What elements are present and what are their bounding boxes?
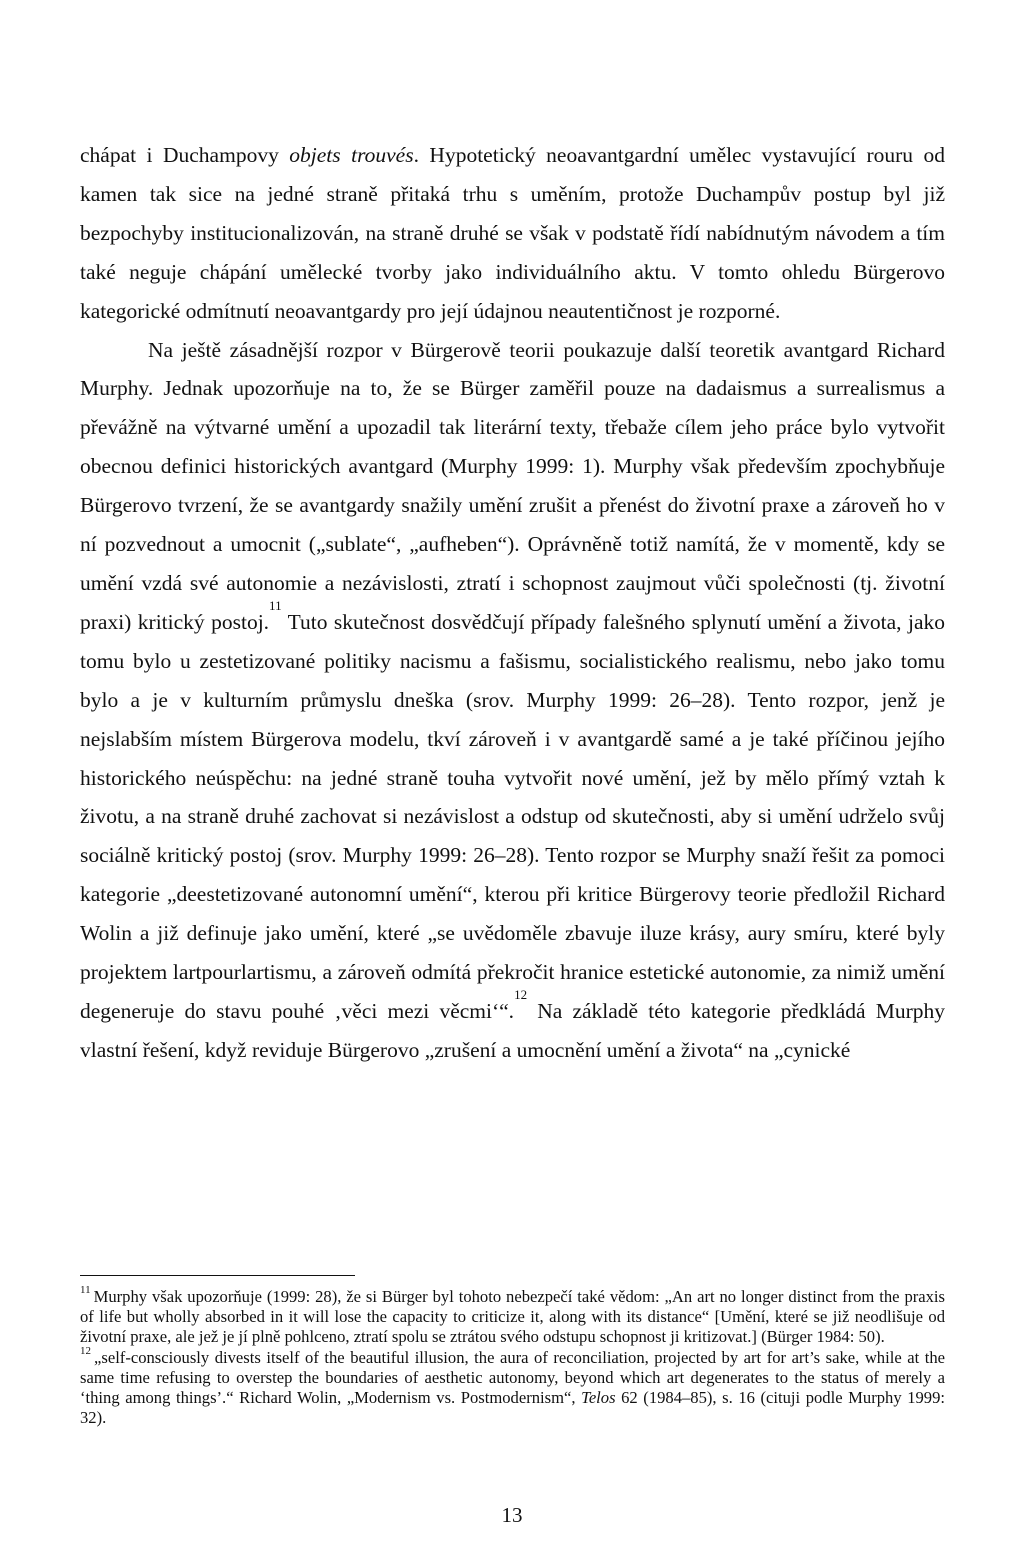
footnote-12 bbox=[80, 1344, 945, 1429]
footnote-reference: 12 bbox=[514, 986, 528, 1002]
footnotes bbox=[80, 1284, 945, 1428]
footnote-number: 11 bbox=[80, 1284, 91, 1296]
footnote-number: 12 bbox=[80, 1344, 91, 1357]
text-run: Na základě této kategorie předkládá Murphy vlastní řešení, když reviduje Bürgerovo „zrušení a umocnění umění a života“ na „cynické bbox=[80, 998, 945, 1062]
footnote-reference: 11 bbox=[269, 597, 282, 613]
footnote-text-italic: Telos bbox=[581, 1388, 616, 1408]
page-number: 13 bbox=[501, 1503, 523, 1527]
text-run: Tuto skutečnost dosvědčují případy falešného splynutí umění a života, jako tomu bylo u zestetizované politiky nacismu a fašismu, socialistického realismu, nebo jako tomu bylo a je v kulturním průmyslu dneška (srov. Murphy 1999: 26–28). Tento rozpor, jenž je nejslabším místem Bürgerova modelu, tkví zároveň i v avantgardě samé a je také příčinou jejího historického neúspěchu: na jedné straně touha vytvořit nové umění, jež by mělo přímý vztah k životu, a na straně druhé zachovat si nezávislost a odstup od skutečnosti, aby si umění udrželo svůj sociálně kritický postoj (srov. Murphy 1999: 26–28). Tento rozpor se Murphy snaží řešit za pomoci kategorie „deestetizované autonomní umění“, kterou při kritice Bürgerovy teorie předložil Richard Wolin a již definuje jako umění, které „se uvědoměle zbavuje iluze krásy, aury smíru, které byly projektem lartpourlartismu, a zároveň odmítá překročit hranice estetické autonomie, za nimiž umění degeneruje do stavu pouhé ‚věci mezi věcmi‘“. bbox=[80, 609, 945, 1023]
footnote-11 bbox=[80, 1284, 945, 1348]
text-run: Na ještě zásadnější rozpor v Bürgerově teorii poukazuje další teoretik avantgard Richard Murphy. Jednak upozorňuje na to, že se Bürger zaměřil pouze na dadaismus a surrealismus a převážně na výtvarné umění a upozadil tak literární texty, třebaže cílem jeho práce bylo vytvořit obecnou definici historických avantgard (Murphy 1999: 1). Murphy však především zpochybňuje Bürgerovo tvrzení, že se avantgardy snažily umění zrušit a přenést do životní praxe a zároveň ho v ní pozvednout a umocnit („sublate“, „aufheben“). Oprávněně totiž namítá, že v momentě, kdy se umění vzdá své autonomie a nezávislosti, ztratí i schopnost zaujmout vůči společnosti (tj. životní praxi) kritický postoj. bbox=[80, 337, 945, 634]
text-run: chápat i Duchampovy bbox=[80, 143, 290, 167]
text-run-italic: objets trouvés bbox=[289, 143, 414, 167]
text-run: . Hypotetický neoavantgardní umělec vystavující rouru od kamen tak sice na jedné straně přitaká trhu s uměním, protože Duchampův postup byl již bezpochyby institucionalizován, na straně druhé se však v podstatě řídí nabídnutým návodem a tím také neguje chápání umělecké tvorby jako individuálního aktu. V tomto ohledu Bürgerovo kategorické odmítnutí neoavantgardy pro její údajnou neautentičnost je rozporné. bbox=[80, 143, 945, 323]
main-text bbox=[80, 136, 945, 1070]
footnote-text: „self-consciously divests itself of the beautiful illusion, the aura of reconciliation, projected by art for art’s sake, while at the same time refusing to overstep the boundaries of aesthetic autonomy, beyond which art degenerates to the status of merely a ‘thing among things’.“ Richard Wolin, „Modernism vs. Postmodernism“, bbox=[80, 1347, 945, 1408]
paragraph-1 bbox=[80, 136, 945, 331]
paragraph-2 bbox=[80, 331, 945, 1070]
footnote-text: 62 (1984–85), s. 16 (cituji podle Murphy 1999: 32). bbox=[80, 1388, 945, 1428]
footnote-text: Murphy však upozorňuje (1999: 28), že si Bürger byl tohoto nebezpečí také vědom: „An art no longer distinct from the praxis of life but wholly absorbed in it will lose the capacity to criticize it, along with its distance“ [Umění, které se již neodlišuje od životní praxe, ale jež je jí plně pohlceno, ztratí spolu se ztrátou svého odstupu schopnost ji kritizovat.] (Bürger 1984: 50). bbox=[80, 1287, 945, 1347]
footnote-separator bbox=[80, 1275, 355, 1276]
